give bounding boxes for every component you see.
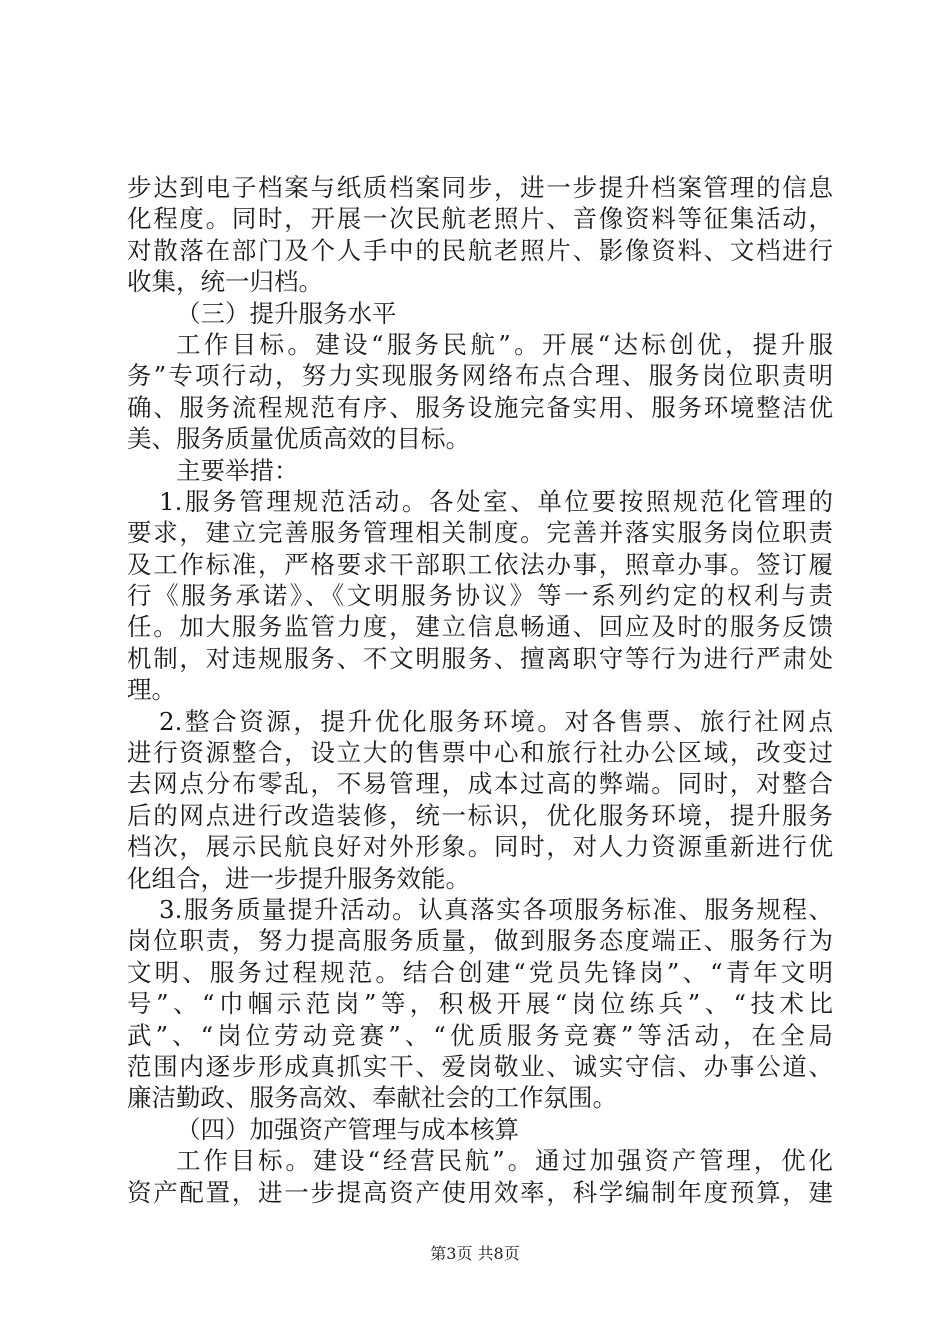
text-line: 工作目标。建设“经营民航”。通过加强资产管理，优化: [176, 1146, 833, 1176]
text-line: 3.服务质量提升活动。认真落实各项服务标准、服务规程、: [159, 894, 833, 924]
text-line: 任。加大服务监管力度，建立信息畅通、回应及时的服务反馈: [127, 612, 833, 642]
document-body: [127, 172, 833, 1208]
text-line: 号”、“巾帼示范岗”等，积极开展“岗位练兵”、“技术比: [127, 989, 833, 1019]
text-line: 廉洁勤政、服务高效、奉献社会的工作氛围。: [127, 1083, 617, 1113]
text-line: 及工作标准，严格要求干部职工依法办事，照章办事。签订履: [127, 549, 833, 579]
text-line: 美、服务质量优质高效的目标。: [127, 424, 470, 454]
text-line: 行《服务承诺》、《文明服务协议》等一系列约定的权利与责: [127, 581, 833, 611]
page-number-footer: 第3页 共8页: [430, 1244, 520, 1263]
text-line: 确、服务流程规范有序、服务设施完备实用、服务环境整洁优: [127, 392, 833, 422]
text-line: 资产配置，进一步提高资产使用效率，科学编制年度预算，建: [127, 1177, 833, 1207]
text-line: 2.整合资源，提升优化服务环境。对各售票、旅行社网点: [159, 706, 833, 736]
text-line: 档次，展示民航良好对外形象。同时，对人力资源重新进行优: [127, 832, 833, 862]
text-line: 对散落在部门及个人手中的民航老照片、影像资料、文档进行: [127, 235, 833, 265]
text-line: 要求，建立完善服务管理相关制度。完善并落实服务岗位职责: [127, 518, 833, 548]
text-line: 化程度。同时，开展一次民航老照片、音像资料等征集活动，: [127, 204, 833, 234]
text-line: 岗位职责，努力提高服务质量，做到服务态度端正、服务行为: [127, 926, 833, 956]
text-line: （三）提升服务水平: [176, 298, 397, 328]
text-line: 工作目标。建设“服务民航”。开展“达标创优，提升服: [176, 329, 833, 359]
text-line: 主要举措：: [176, 455, 299, 485]
text-line: 去网点分布零乱，不易管理，成本过高的弊端。同时，对整合: [127, 769, 833, 799]
text-line: 后的网点进行改造装修，统一标识，优化服务环境，提升服务: [127, 800, 833, 830]
text-line: 步达到电子档案与纸质档案同步，进一步提升档案管理的信息: [127, 173, 833, 202]
text-line: 进行资源整合，设立大的售票中心和旅行社办公区域，改变过: [127, 738, 833, 768]
text-line: 机制，对违规服务、不文明服务、擅离职守等行为进行严肃处: [127, 643, 833, 673]
text-line: 1.服务管理规范活动。各处室、单位要按照规范化管理的: [159, 486, 833, 516]
text-line: 范围内逐步形成真抓实干、爱岗敬业、诚实守信、办事公道、: [127, 1051, 833, 1081]
text-line: （四）加强资产管理与成本核算: [176, 1114, 519, 1144]
text-line: 化组合，进一步提升服务效能。: [127, 863, 470, 893]
text-line: 务”专项行动，努力实现服务网络布点合理、服务岗位职责明: [127, 361, 833, 391]
text-line: 理。: [127, 675, 176, 705]
text-line: 文明、服务过程规范。结合创建“党员先锋岗”、“青年文明: [127, 957, 833, 987]
text-line: 武”、“岗位劳动竞赛”、“优质服务竞赛”等活动，在全局: [127, 1020, 833, 1050]
text-line: 收集，统一归档。: [127, 267, 323, 297]
